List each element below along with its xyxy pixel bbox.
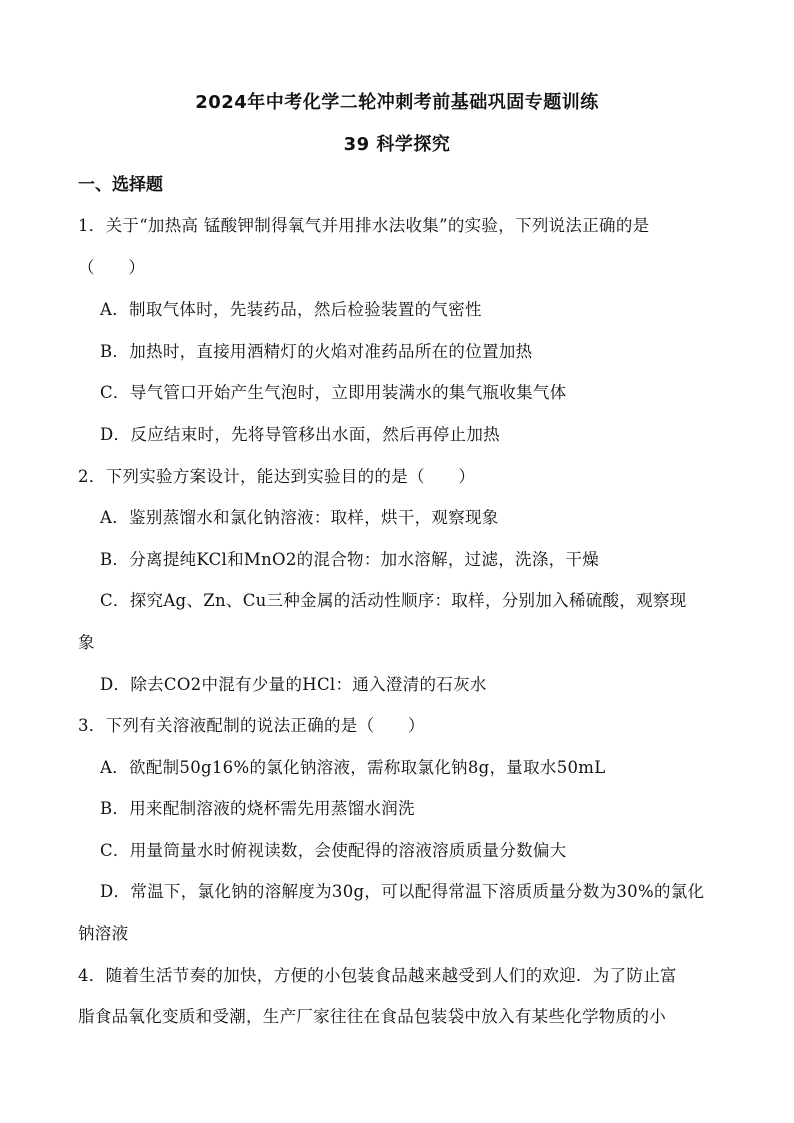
question-1-option-b: B．加热时，直接用酒精灯的火焰对准药品所在的位置加热 — [100, 342, 533, 361]
question-3-option-b: B．用来配制溶液的烧杯需先用蒸馏水润洗 — [100, 799, 415, 818]
question-2-option-a: A．鉴别蒸馏水和氯化钠溶液：取样，烘干，观察现象 — [100, 508, 499, 527]
question-1-option-a: A．制取气体时，先装药品，然后检验装置的气密性 — [100, 300, 482, 319]
question-2-stem: 2．下列实验方案设计，能达到实验目的的是（ ） — [78, 467, 476, 486]
document-title: 2024年中考化学二轮冲刺考前基础巩固专题训练 — [195, 92, 599, 113]
question-2-option-b: B．分离提纯KCl和MnO2的混合物：加水溶解，过滤，洗涤，干燥 — [100, 550, 600, 569]
question-2-option-d: D．除去CO2中混有少量的HCl：通入澄清的石灰水 — [100, 675, 487, 694]
question-3-stem: 3．下列有关溶液配制的说法正确的是（ ） — [78, 716, 425, 735]
question-1-stem-continuation: （ ） — [78, 258, 146, 277]
question-2-option-c: C．探究Ag、Zn、Cu三种金属的活动性顺序：取样，分别加入稀硫酸，观察现 — [100, 591, 687, 610]
question-4-stem-continuation: 脂食品氧化变质和受潮，生产厂家往往在食品包装袋中放入有某些化学物质的小 — [78, 1007, 666, 1026]
document-subtitle: 39 科学探究 — [343, 134, 451, 155]
section-heading: 一、选择题 — [78, 175, 163, 195]
question-3-option-a: A．欲配制50g16%的氯化钠溶液，需称取氯化钠8g，量取水50mL — [100, 758, 606, 777]
question-1-option-c: C．导气管口开始产生气泡时，立即用装满水的集气瓶收集气体 — [100, 383, 567, 402]
question-4-stem: 4．随着生活节奏的加快，方便的小包装食品越来越受到人们的欢迎．为了防止富 — [78, 966, 677, 985]
question-1-option-d: D．反应结束时，先将导管移出水面，然后再停止加热 — [100, 425, 500, 444]
question-2-option-c-continuation: 象 — [78, 633, 95, 652]
question-1-stem: 1．关于“加热高 锰酸钾制得氧气并用排水法收集”的实验，下列说法正确的是 — [78, 216, 650, 235]
question-3-option-d: D．常温下，氯化钠的溶解度为30g，可以配得常温下溶质质量分数为30%的氯化 — [100, 882, 705, 901]
question-3-option-c: C．用量筒量水时俯视读数，会使配得的溶液溶质质量分数偏大 — [100, 841, 567, 860]
question-3-option-d-continuation: 钠溶液 — [78, 924, 129, 943]
